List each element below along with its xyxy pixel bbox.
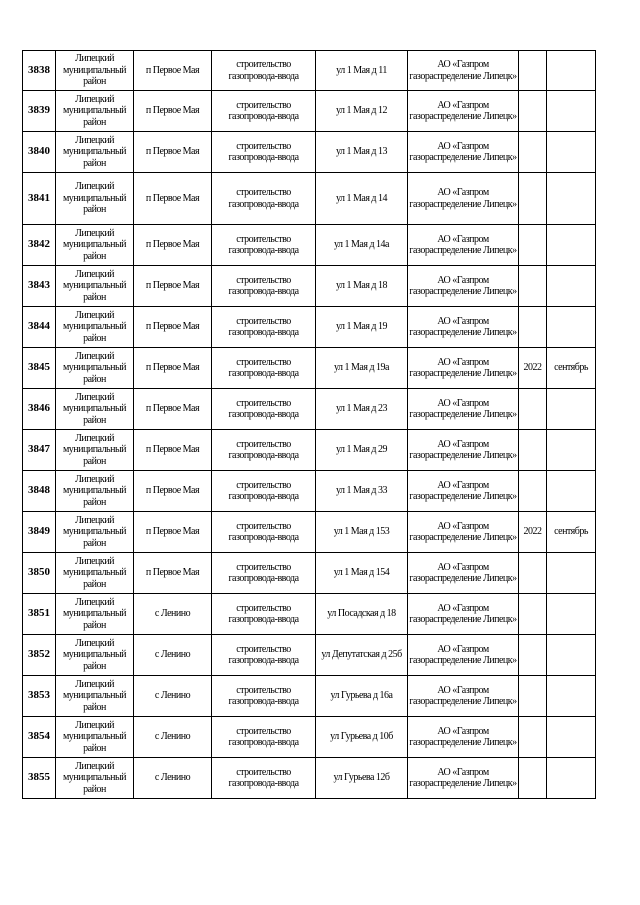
work-type-cell: строительство газопровода-ввода [212, 430, 316, 471]
month-cell: сентябрь [547, 348, 596, 389]
district-cell: Липецкий муниципальный район [56, 635, 134, 676]
month-cell [547, 132, 596, 173]
month-cell [547, 430, 596, 471]
organization-cell: АО «Газпром газораспределение Липецк» [408, 348, 519, 389]
row-number: 3847 [23, 430, 56, 471]
district-cell: Липецкий муниципальный район [56, 173, 134, 225]
work-type-cell: строительство газопровода-ввода [212, 758, 316, 799]
row-number: 3848 [23, 471, 56, 512]
year-cell [519, 132, 547, 173]
organization-cell: АО «Газпром газораспределение Липецк» [408, 225, 519, 266]
district-cell: Липецкий муниципальный район [56, 471, 134, 512]
organization-cell: АО «Газпром газораспределение Липецк» [408, 512, 519, 553]
work-type-cell: строительство газопровода-ввода [212, 132, 316, 173]
settlement-cell: п Первое Мая [134, 430, 212, 471]
year-cell [519, 430, 547, 471]
table-row [23, 91, 596, 132]
month-cell [547, 471, 596, 512]
settlement-cell: с Ленино [134, 758, 212, 799]
settlement-cell: п Первое Мая [134, 553, 212, 594]
work-type-cell: строительство газопровода-ввода [212, 471, 316, 512]
month-cell [547, 676, 596, 717]
month-cell [547, 553, 596, 594]
settlement-cell: п Первое Мая [134, 266, 212, 307]
table-row [23, 225, 596, 266]
row-number: 3852 [23, 635, 56, 676]
settlement-cell: п Первое Мая [134, 512, 212, 553]
work-type-cell: строительство газопровода-ввода [212, 553, 316, 594]
table-row [23, 512, 596, 553]
settlement-cell: п Первое Мая [134, 51, 212, 91]
table-row [23, 676, 596, 717]
table-row [23, 307, 596, 348]
address-cell: ул 1 Мая д 14а [316, 225, 408, 266]
organization-cell: АО «Газпром газораспределение Липецк» [408, 173, 519, 225]
settlement-cell: с Ленино [134, 676, 212, 717]
district-cell: Липецкий муниципальный район [56, 389, 134, 430]
table-row [23, 51, 596, 91]
address-cell: ул 1 Мая д 19 [316, 307, 408, 348]
table-row [23, 594, 596, 635]
work-type-cell: строительство газопровода-ввода [212, 594, 316, 635]
table-row [23, 430, 596, 471]
table-row [23, 635, 596, 676]
organization-cell: АО «Газпром газораспределение Липецк» [408, 307, 519, 348]
row-number: 3851 [23, 594, 56, 635]
table-row [23, 758, 596, 799]
settlement-cell: п Первое Мая [134, 389, 212, 430]
work-type-cell: строительство газопровода-ввода [212, 676, 316, 717]
address-cell: ул 1 Мая д 153 [316, 512, 408, 553]
district-cell: Липецкий муниципальный район [56, 758, 134, 799]
year-cell [519, 91, 547, 132]
address-cell: ул Гурьева д 10б [316, 717, 408, 758]
settlement-cell: п Первое Мая [134, 225, 212, 266]
address-cell: ул 1 Мая д 19а [316, 348, 408, 389]
district-cell: Липецкий муниципальный район [56, 225, 134, 266]
month-cell [547, 307, 596, 348]
organization-cell: АО «Газпром газораспределение Липецк» [408, 594, 519, 635]
year-cell [519, 635, 547, 676]
settlement-cell: п Первое Мая [134, 91, 212, 132]
work-type-cell: строительство газопровода-ввода [212, 348, 316, 389]
address-cell: ул 1 Мая д 23 [316, 389, 408, 430]
table-row [23, 717, 596, 758]
row-number: 3854 [23, 717, 56, 758]
row-number: 3844 [23, 307, 56, 348]
district-cell: Липецкий муниципальный район [56, 51, 134, 91]
year-cell [519, 51, 547, 91]
row-number: 3840 [23, 132, 56, 173]
organization-cell: АО «Газпром газораспределение Липецк» [408, 389, 519, 430]
year-cell [519, 676, 547, 717]
organization-cell: АО «Газпром газораспределение Липецк» [408, 676, 519, 717]
address-cell: ул 1 Мая д 11 [316, 51, 408, 91]
organization-cell: АО «Газпром газораспределение Липецк» [408, 758, 519, 799]
work-type-cell: строительство газопровода-ввода [212, 225, 316, 266]
work-type-cell: строительство газопровода-ввода [212, 307, 316, 348]
row-number: 3853 [23, 676, 56, 717]
month-cell [547, 594, 596, 635]
work-type-cell: строительство газопровода-ввода [212, 512, 316, 553]
table-row [23, 348, 596, 389]
address-cell: ул Депутатская д 25б [316, 635, 408, 676]
year-cell [519, 225, 547, 266]
row-number: 3839 [23, 91, 56, 132]
settlement-cell: с Ленино [134, 594, 212, 635]
year-cell [519, 553, 547, 594]
row-number: 3841 [23, 173, 56, 225]
row-number: 3849 [23, 512, 56, 553]
table-row [23, 173, 596, 225]
month-cell [547, 91, 596, 132]
work-type-cell: строительство газопровода-ввода [212, 389, 316, 430]
work-type-cell: строительство газопровода-ввода [212, 91, 316, 132]
settlement-cell: п Первое Мая [134, 307, 212, 348]
district-cell: Липецкий муниципальный район [56, 91, 134, 132]
settlement-cell: п Первое Мая [134, 173, 212, 225]
row-number: 3842 [23, 225, 56, 266]
year-cell: 2022 [519, 512, 547, 553]
table-row [23, 389, 596, 430]
row-number: 3843 [23, 266, 56, 307]
row-number: 3855 [23, 758, 56, 799]
year-cell [519, 471, 547, 512]
year-cell [519, 717, 547, 758]
settlement-cell: с Ленино [134, 717, 212, 758]
month-cell [547, 758, 596, 799]
organization-cell: АО «Газпром газораспределение Липецк» [408, 717, 519, 758]
district-cell: Липецкий муниципальный район [56, 512, 134, 553]
settlement-cell: п Первое Мая [134, 471, 212, 512]
year-cell [519, 307, 547, 348]
gas-connection-registry-table [22, 50, 596, 799]
district-cell: Липецкий муниципальный район [56, 266, 134, 307]
table-body [23, 51, 596, 799]
work-type-cell: строительство газопровода-ввода [212, 635, 316, 676]
address-cell: ул 1 Мая д 29 [316, 430, 408, 471]
organization-cell: АО «Газпром газораспределение Липецк» [408, 430, 519, 471]
table-row [23, 266, 596, 307]
table-row [23, 471, 596, 512]
month-cell [547, 173, 596, 225]
work-type-cell: строительство газопровода-ввода [212, 173, 316, 225]
district-cell: Липецкий муниципальный район [56, 717, 134, 758]
address-cell: ул Посадская д 18 [316, 594, 408, 635]
address-cell: ул 1 Мая д 154 [316, 553, 408, 594]
address-cell: ул 1 Мая д 12 [316, 91, 408, 132]
organization-cell: АО «Газпром газораспределение Липецк» [408, 471, 519, 512]
district-cell: Липецкий муниципальный район [56, 307, 134, 348]
row-number: 3846 [23, 389, 56, 430]
address-cell: ул 1 Мая д 18 [316, 266, 408, 307]
month-cell [547, 635, 596, 676]
table-row [23, 132, 596, 173]
address-cell: ул 1 Мая д 14 [316, 173, 408, 225]
year-cell [519, 594, 547, 635]
month-cell [547, 389, 596, 430]
year-cell [519, 173, 547, 225]
organization-cell: АО «Газпром газораспределение Липецк» [408, 553, 519, 594]
work-type-cell: строительство газопровода-ввода [212, 717, 316, 758]
district-cell: Липецкий муниципальный район [56, 553, 134, 594]
organization-cell: АО «Газпром газораспределение Липецк» [408, 635, 519, 676]
district-cell: Липецкий муниципальный район [56, 132, 134, 173]
address-cell: ул Гурьева 12б [316, 758, 408, 799]
month-cell: сентябрь [547, 512, 596, 553]
district-cell: Липецкий муниципальный район [56, 348, 134, 389]
work-type-cell: строительство газопровода-ввода [212, 51, 316, 91]
table-row [23, 553, 596, 594]
row-number: 3845 [23, 348, 56, 389]
district-cell: Липецкий муниципальный район [56, 430, 134, 471]
address-cell: ул Гурьева д 16а [316, 676, 408, 717]
year-cell [519, 266, 547, 307]
organization-cell: АО «Газпром газораспределение Липецк» [408, 91, 519, 132]
organization-cell: АО «Газпром газораспределение Липецк» [408, 266, 519, 307]
work-type-cell: строительство газопровода-ввода [212, 266, 316, 307]
district-cell: Липецкий муниципальный район [56, 594, 134, 635]
organization-cell: АО «Газпром газораспределение Липецк» [408, 51, 519, 91]
year-cell: 2022 [519, 348, 547, 389]
month-cell [547, 266, 596, 307]
settlement-cell: п Первое Мая [134, 348, 212, 389]
month-cell [547, 51, 596, 91]
month-cell [547, 225, 596, 266]
year-cell [519, 389, 547, 430]
address-cell: ул 1 Мая д 33 [316, 471, 408, 512]
address-cell: ул 1 Мая д 13 [316, 132, 408, 173]
district-cell: Липецкий муниципальный район [56, 676, 134, 717]
row-number: 3838 [23, 51, 56, 91]
month-cell [547, 717, 596, 758]
settlement-cell: п Первое Мая [134, 132, 212, 173]
row-number: 3850 [23, 553, 56, 594]
organization-cell: АО «Газпром газораспределение Липецк» [408, 132, 519, 173]
settlement-cell: с Ленино [134, 635, 212, 676]
year-cell [519, 758, 547, 799]
